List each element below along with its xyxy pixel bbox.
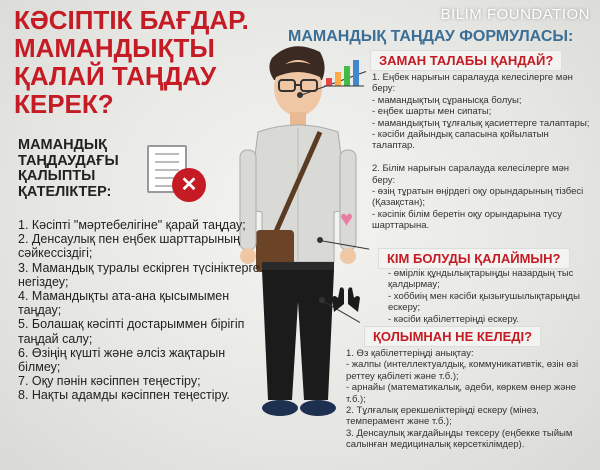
mistakes-list bbox=[18, 218, 268, 403]
mistakes-title: МАМАНДЫҚ ТАҢДАУДАҒЫ ҚАЛЫПТЫ ҚАТЕЛІКТЕР: bbox=[18, 137, 119, 200]
section-heading-abilities: ҚОЛЫМНАН НЕ КЕЛЕДІ? bbox=[364, 326, 541, 347]
section-body-abilities: 1. Өз қабілеттеріңді анықтау: - жалпы (интеллектуалдық, коммуникативтік, өзін өзі реттеу қабілеті және т.б.); - арнайы (математикалық, әдеби, көркем өнер және т.б.); 2. Тұлғалық ерекшеліктеріңді ескеру (мінез, темперамент және т.б.); 3. Денсаулық жағдайыңды тексеру (еңбекке тыйым салынған медициналық көрсеткілімдер). bbox=[346, 348, 579, 451]
hands-icon bbox=[328, 282, 364, 318]
list-item: 1. Кәсіпті "мәртебелігіне" қарай таңдау; bbox=[18, 218, 246, 232]
heart-icon: ♥ bbox=[340, 206, 354, 231]
section-body-who: - өмірлік құндылықтарыңды назардың тыс қалдырмау; - хоббиің мен кәсіби қызығушылықтарыңды ескеру; - кәсіби қабілеттеріңді ескеру. bbox=[388, 268, 580, 325]
list-item: 7. Оқу пәнін кәсіппен теңестіру; bbox=[18, 374, 201, 389]
list-item: 4. Мамандықты ата-ана қысымымен таңдау; bbox=[18, 289, 230, 318]
connector-dot-2 bbox=[317, 237, 323, 243]
list-item: 3. Мамандық туралы ескірген түсініктерге негіздеу; bbox=[18, 260, 260, 289]
page-title: КӘСІПТІК БАҒДАР. МАМАНДЫҚТЫ ҚАЛАЙ ТАҢДАУ КЕРЕК? bbox=[14, 5, 249, 119]
list-item: 8. Нақты адамды кәсіппен теңестіру. bbox=[18, 388, 230, 403]
x-mark-icon: ✕ bbox=[172, 168, 206, 202]
brand-logo: BILIM FOUNDATION bbox=[440, 6, 590, 23]
section-heading-who: КІМ БОЛУДЫ ҚАЛАЙМЫН? bbox=[378, 248, 570, 269]
list-item: 5. Болашақ кәсіпті достарыммен бірігіп таңдай салу; bbox=[18, 317, 245, 346]
list-item: 2. Денсаулық пен еңбек шарттарының сәйкессіздігі; bbox=[18, 232, 240, 261]
connector-dot-1 bbox=[297, 92, 303, 98]
section-heading-demand: ЗАМАН ТАЛАБЫ ҚАНДАЙ? bbox=[370, 50, 562, 71]
connector-dot-3 bbox=[319, 297, 325, 303]
list-item: 6. Өзіңің күшті және әлсіз жақтарын білмеу; bbox=[18, 345, 226, 375]
section-body-demand: 1. Еңбек нарығын саралауда келесілерге мән беру: - мамандықтың сұранысқа болуы; - еңбек шарты мен сипаты; - мамандықтың тұлғалық қасиеттерге талаптары; - кәсіби дайындық сапасына қойылатын талаптар. 2. Білім нарығын саралауда келесілерге мән беру: - өзің тұратын өңірдегі оқу орындарының тізбесі (Қазақстан); - кәсіпік білім беретін оқу орындарына түсу шарттарына. bbox=[372, 72, 590, 232]
formula-title: МАМАНДЫҚ ТАҢДАУ ФОРМУЛАСЫ: bbox=[288, 28, 574, 45]
bar-chart-icon bbox=[324, 52, 364, 88]
